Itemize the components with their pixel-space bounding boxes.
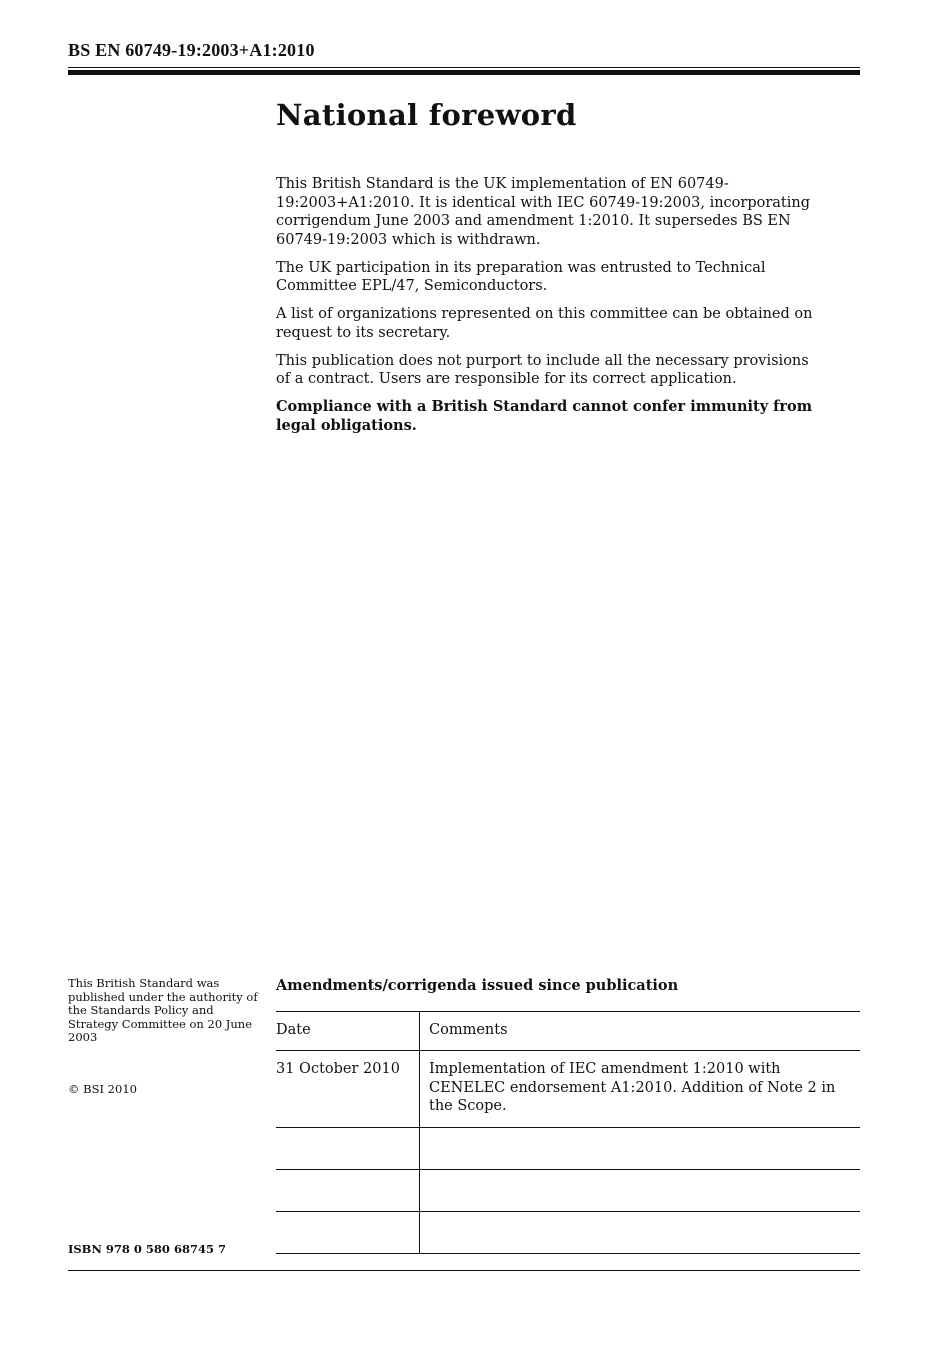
empty-cell bbox=[420, 1170, 861, 1212]
page-title: National foreword bbox=[276, 98, 577, 132]
table-row-empty bbox=[276, 1170, 860, 1212]
empty-cell bbox=[420, 1212, 861, 1254]
isbn: ISBN 978 0 580 68745 7 bbox=[68, 1242, 226, 1256]
empty-cell bbox=[420, 1128, 861, 1170]
table-row-empty bbox=[276, 1212, 860, 1254]
column-header-date: Date bbox=[276, 1012, 420, 1051]
empty-cell bbox=[276, 1170, 420, 1212]
copyright-notice: © BSI 2010 bbox=[68, 1082, 137, 1096]
amendments-heading: Amendments/corrigenda issued since publication bbox=[276, 977, 679, 994]
footer-rule bbox=[68, 1270, 860, 1271]
table-row bbox=[276, 1051, 860, 1128]
header-rule-thick bbox=[68, 70, 860, 75]
header-rule-thin bbox=[68, 67, 860, 68]
foreword-body bbox=[276, 175, 816, 445]
compliance-notice: Compliance with a British Standard cannot confer immunity from legal obligations. bbox=[276, 398, 813, 434]
amendment-date: 31 October 2010 bbox=[276, 1051, 420, 1128]
document-id: BS EN 60749-19:2003+A1:2010 bbox=[68, 40, 315, 60]
table-header-row bbox=[276, 1012, 860, 1051]
empty-cell bbox=[276, 1128, 420, 1170]
publication-note: This British Standard was published under the authority of the Standards Policy and Strategy Committee on 20 June 2003 bbox=[68, 976, 258, 1044]
foreword-paragraph: This British Standard is the UK implementation of EN 60749-19:2003+A1:2010. It is identical with IEC 60749-19:2003, incorporating corrigendum June 2003 and amendment 1:2010. It supersedes BS EN 60749-19:2003 which is withdrawn. bbox=[276, 176, 811, 248]
foreword-paragraph: This publication does not purport to include all the necessary provisions of a contract. Users are responsible for its correct application. bbox=[276, 352, 809, 387]
table-row-empty bbox=[276, 1128, 860, 1170]
foreword-paragraph: The UK participation in its preparation was entrusted to Technical Committee EPL/47, Semiconductors. bbox=[276, 259, 766, 294]
amendments-table bbox=[276, 1011, 860, 1254]
column-header-comments: Comments bbox=[420, 1012, 861, 1051]
amendment-comments: Implementation of IEC amendment 1:2010 with CENELEC endorsement A1:2010. Addition of Note 2 in the Scope. bbox=[420, 1051, 861, 1128]
empty-cell bbox=[276, 1212, 420, 1254]
foreword-paragraph: A list of organizations represented on this committee can be obtained on request to its secretary. bbox=[276, 306, 813, 341]
